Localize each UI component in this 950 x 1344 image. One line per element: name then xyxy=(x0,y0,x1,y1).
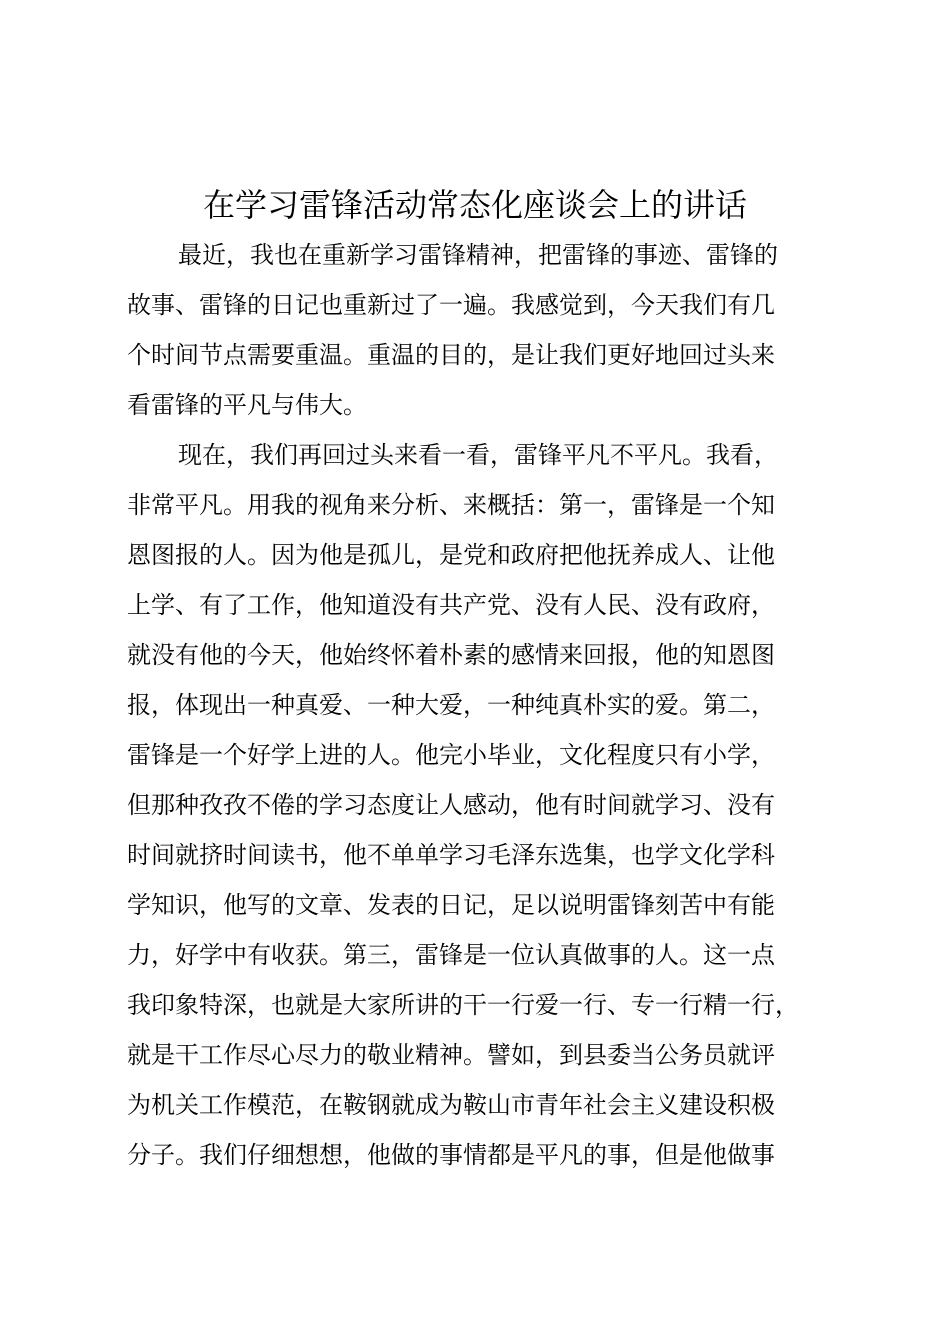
paragraph-line: 个时间节点需要重温。重温的目的，是让我们更好地回过头来 xyxy=(127,341,775,369)
paragraph-line: 非常平凡。用我的视角来分析、来概括：第一，雷锋是一个知 xyxy=(127,491,775,519)
paragraph-line: 就是干工作尽心尽力的敬业精神。譬如，到县委当公务员就评 xyxy=(127,1041,775,1069)
document-title: 在学习雷锋活动常态化座谈会上的讲话 xyxy=(202,186,747,224)
paragraph-2 xyxy=(127,430,799,1180)
paragraph-line: 恩图报的人。因为他是孤儿，是党和政府把他抚养成人、让他 xyxy=(127,541,775,569)
paragraph-line: 时间就挤时间读书，他不单单学习毛泽东选集，也学文化学科 xyxy=(127,841,775,869)
paragraph-line: 分子。我们仔细想想，他做的事情都是平凡的事，但是他做事 xyxy=(127,1141,775,1169)
paragraph-line: 我印象特深，也就是大家所讲的干一行爱一行、专一行精一行， xyxy=(127,991,799,1019)
paragraph-line: 但那种孜孜不倦的学习态度让人感动，他有时间就学习、没有 xyxy=(127,791,775,819)
paragraph-line: 报，体现出一种真爱、一种大爱，一种纯真朴实的爱。第二， xyxy=(127,691,775,719)
paragraph-line: 现在，我们再回过头来看一看，雷锋平凡不平凡。我看， xyxy=(178,441,778,469)
paragraph-line: 看雷锋的平凡与伟大。 xyxy=(127,391,367,419)
paragraph-line: 就没有他的今天，他始终怀着朴素的感情来回报，他的知恩图 xyxy=(127,641,775,669)
paragraph-line: 学知识，他写的文章、发表的日记，足以说明雷锋刻苦中有能 xyxy=(127,891,775,919)
paragraph-line: 为机关工作模范，在鞍钢就成为鞍山市青年社会主义建设积极 xyxy=(127,1091,775,1119)
paragraph-line: 上学、有了工作，他知道没有共产党、没有人民、没有政府， xyxy=(127,591,775,619)
paragraph-line: 最近，我也在重新学习雷锋精神，把雷锋的事迹、雷锋的 xyxy=(178,241,778,269)
paragraph-line: 雷锋是一个好学上进的人。他完小毕业，文化程度只有小学， xyxy=(127,741,775,769)
paragraph-line: 力，好学中有收获。第三，雷锋是一位认真做事的人。这一点 xyxy=(127,941,775,969)
paragraph-line: 故事、雷锋的日记也重新过了一遍。我感觉到，今天我们有几 xyxy=(127,291,775,319)
paragraph-1 xyxy=(127,230,778,430)
